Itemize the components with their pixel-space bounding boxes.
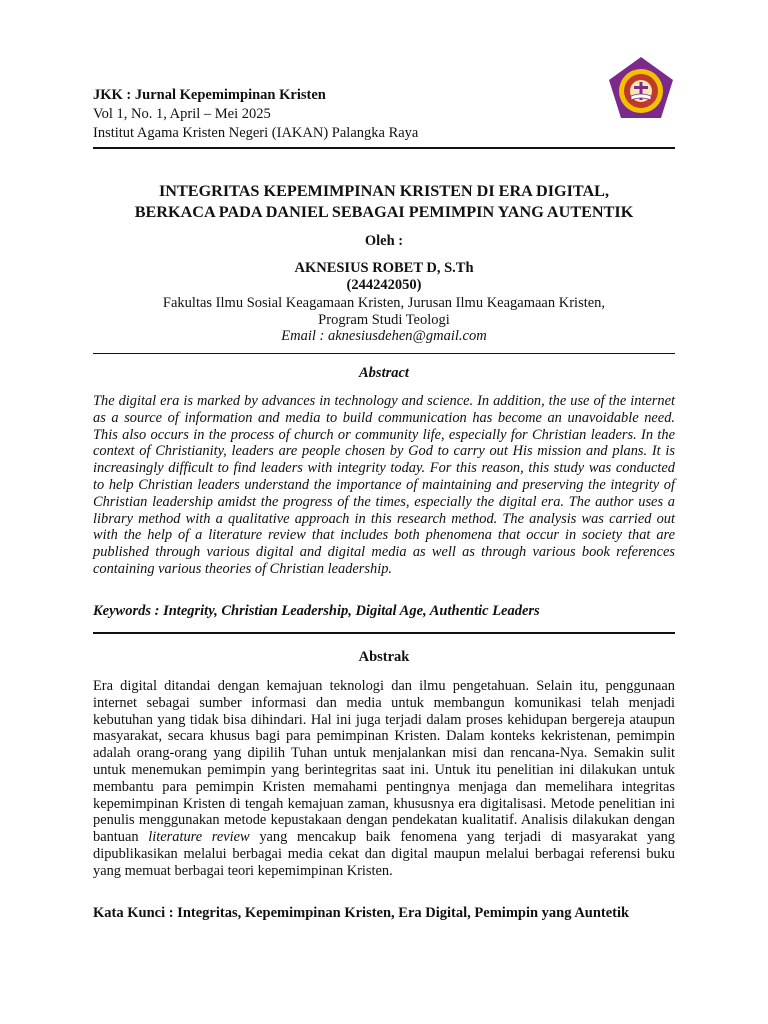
article-title-line1: INTEGRITAS KEPEMIMPINAN KRISTEN DI ERA DIGITAL,: [158, 182, 610, 200]
author-email: Email : aknesiusdehen@gmail.com: [281, 328, 487, 344]
abstract-en-keywords: Keywords : Integrity, Christian Leadership, Digital Age, Authentic Leaders: [93, 603, 540, 619]
paper-page: [93, 0, 675, 1024]
article-title: [93, 181, 675, 223]
logo-cross-horizontal: [634, 86, 648, 89]
affiliation-line1: Fakultas Ilmu Sosial Keagamaan Kristen, Jurusan Ilmu Keagamaan Kristen,: [162, 295, 606, 311]
journal-header: [93, 86, 593, 143]
author-name: AKNESIUS ROBET D, S.Th: [294, 260, 474, 276]
abstract-id-text-italic: literature review: [148, 829, 250, 846]
journal-title: JKK : Jurnal Kepemimpinan Kristen: [93, 87, 326, 103]
abstract-id-text-part2: yang mencakup baik fenomena yang terjadi di masyarakat yang dipublikasikan melalui berbagai media cekat dan digital maupun melalui berbagai referensi buku yang memuat berbagai teori kepemimpinan Kristen.: [93, 829, 676, 879]
abstract-divider-middle: [93, 632, 675, 634]
header-divider: [93, 147, 675, 149]
abstract-divider-top: [93, 353, 675, 354]
abstract-en-text: The digital era is marked by advances in technology and science. In addition, the use of the internet as a source of information and media to build communication has become an unavoidable need. This also occurs in the process of church or community life, especially for Christian leaders. In the context of Christianity, leaders are people chosen by God to carry out His mission and plans. It is increasingly difficult to find leaders with integrity today. For this reason, this study was conducted to help Christian leaders understand the importance of maintaining and preserving the integrity of Christian leadership amidst the progress of the times, especially the digital era. The author uses a library method with a qualitative approach in this research method. The analysis was carried out with the help of a literature review that includes both phenomena that occur in society that are published through various digital and digital media as well as through various book references containing various theories of Christian leadership.: [93, 393, 675, 577]
institution-logo: [607, 55, 675, 121]
abstract-id-text: [93, 678, 675, 880]
abstract-id-heading: Abstrak: [358, 649, 410, 665]
affiliation-line2: Program Studi Teologi: [318, 312, 450, 328]
abstract-id-keywords: Kata Kunci : Integritas, Kepemimpinan Kristen, Era Digital, Pemimpin yang Auntetik: [93, 905, 630, 921]
abstract-id-text-part1: Era digital ditandai dengan kemajuan teknologi dan ilmu pengetahuan. Selain itu, penggunaan internet sebagai sumber informasi dan media untuk membangun komunikasi telah menjadi kebutuhan yang tidak bisa dihindari. Hal ini juga terjadi dalam proses kehidupan bergereja ataupun masyarakat, secara khusus bagi para pemimpinan Kristen. Dalam konteks kekristenan, pemimpin adalah orang-orang yang dipilih Tuhan untuk menjalankan misi dan rencana-Nya. Semakin sulit untuk menemukan pemimpin yang berintegritas saat ini. Untuk itu penelitian ini dilakukan untuk membantu para pemimpin Kristen memahami pentingnya menjaga dan memelihara integritas kepemimpinan Kristen di tengah kemajuan zaman, khususnya era digitalisasi. Metode penelitian ini penulis menggunakan metode kepustakaan dengan pendekatan kualitatif. Analisis dilakukan dengan bantuan: [93, 678, 675, 846]
article-title-line2: BERKACA PADA DANIEL SEBAGAI PEMIMPIN YANG AUTENTIK: [134, 203, 634, 221]
journal-volume: Vol 1, No. 1, April – Mei 2025: [93, 106, 271, 122]
author-id: (244242050): [346, 277, 422, 293]
journal-institution: Institut Agama Kristen Negeri (IAKAN) Palangka Raya: [93, 125, 419, 141]
abstract-en-heading: Abstract: [359, 365, 409, 381]
by-label: Oleh :: [364, 233, 404, 249]
